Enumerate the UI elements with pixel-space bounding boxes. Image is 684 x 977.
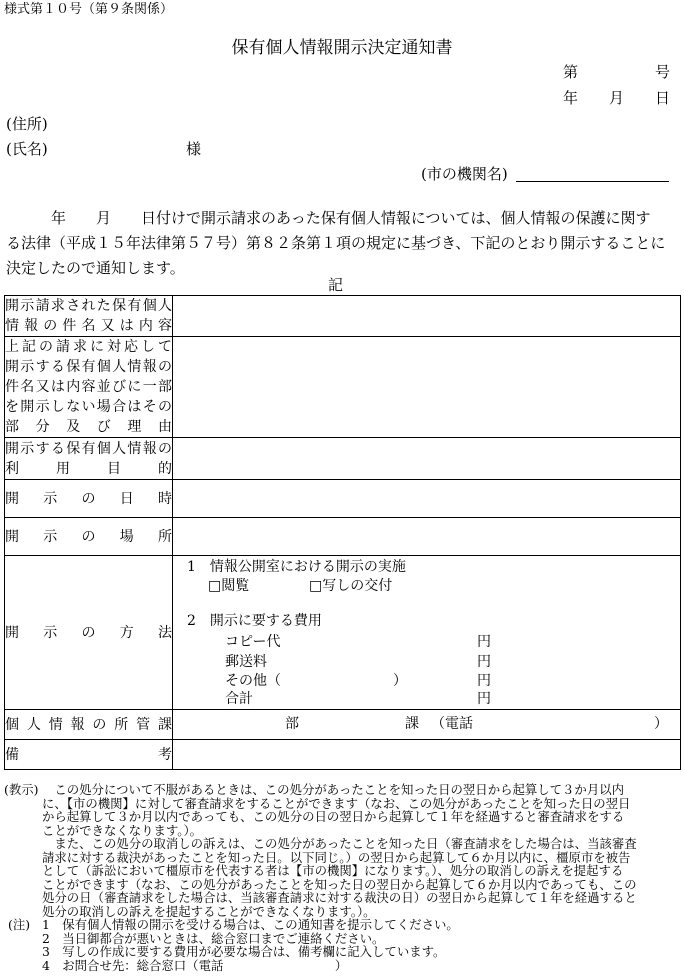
checkbox-viewing[interactable]: □閲覧 [208, 578, 250, 594]
purpose-field[interactable] [173, 438, 681, 480]
cost-other-unit: 円 [477, 673, 491, 689]
number-go: 号 [655, 63, 671, 81]
row-label-datetime: 開示の日時 [5, 490, 172, 507]
method-cell [173, 556, 681, 710]
cost-copy-unit: 円 [477, 634, 491, 650]
checkbox-copy[interactable]: □写しの交付 [309, 578, 393, 594]
row-label-place: 開示の場所 [5, 528, 172, 545]
row-label-requested-info: 開示請求された保有個人 情報の件名又は内容 [5, 296, 173, 337]
department-bu: 部 [285, 716, 299, 732]
kyoji-line-4: ことができなくなります。）。 [42, 822, 203, 838]
sama-label: 様 [186, 140, 202, 158]
method-item-2: 2 開示に要する費用 [187, 613, 322, 629]
date-day: 日 [655, 89, 671, 107]
datetime-field[interactable] [173, 480, 681, 518]
cost-copy-label: コピー代 [225, 634, 281, 650]
kyoji-line-6: 請求に対する裁決があったことを知った日。以下同じ。）の翌日から起算して６か月以内に、橿原市を被告 [42, 849, 631, 865]
row-label-disclosed-info: 上記の請求に対応して 開示する保有個人情報の 件名又は内容並びに一部 を開示しない場合はその 部分及び理由 [5, 337, 173, 438]
table-row [5, 438, 681, 480]
department-cell[interactable] [173, 710, 681, 740]
table-row [5, 296, 681, 337]
table-row [5, 710, 681, 740]
disclosure-table [4, 295, 681, 770]
chu-item-4: 4 お問合せ先：総合窓口（電話 ） [42, 957, 348, 973]
table-row [5, 518, 681, 556]
method-item-1: 1 情報公開室における開示の実施 [187, 559, 406, 575]
place-field[interactable] [173, 518, 681, 556]
cost-total-label: 合計 [225, 691, 253, 707]
row-label-department: 個人情報の所管課 [5, 716, 172, 733]
chu-item-3: 3 写しの作成に要する費用が必要な場合は、備考欄に記入しています。 [42, 944, 446, 959]
disclosed-info-field[interactable] [173, 337, 681, 438]
kyoji-line-5: また、この処分の取消しの訴えは、この処分があったことを知った日（審査請求をした場合は、当該審査 [42, 836, 637, 851]
cost-total-unit: 円 [477, 691, 491, 707]
kyoji-line-1: この処分について不服があるときは、この処分があったことを知った日の翌日から起算して３か月以内 [42, 782, 624, 797]
chu-label: (注) [8, 917, 31, 932]
chu-item-2: 2 当日御都合が悪いときは、総合窓口までご連絡ください。 [42, 930, 385, 946]
agency-label: (市の機関名) [421, 165, 508, 183]
kyoji-line-2: に、【市の機関】に対して審査請求をすることができます（なお、この処分があったことを知った日の翌日 [42, 795, 631, 811]
body-line-3: 決定したので通知します。 [6, 259, 185, 277]
number-dai: 第 [563, 63, 579, 81]
kyoji-line-10: 処分の取消しの訴えを提起することができなくなります。）。 [42, 903, 376, 919]
row-label-purpose: 開示する保有個人情報の 利用目的 [5, 438, 173, 480]
date-year: 年 [563, 89, 579, 107]
cost-postage-unit: 円 [477, 654, 491, 670]
kyoji-label: (教示) [4, 782, 39, 797]
ki-heading: 記 [328, 276, 344, 294]
row-label-remarks: 備考 [5, 746, 172, 763]
date-month: 月 [609, 89, 625, 107]
body-line-2: る法律（平成１５年法律第５７号）第８２条第１項の規定に基づき、下記のとおり開示することに [6, 234, 666, 252]
kyoji-line-9: 処分の日（審査請求をした場合は、当該審査請求に対する裁決の日）の翌日から起算して１年を経過すると [42, 890, 637, 905]
chu-item-1: 1 保有個人情報の開示を受ける場合は、この通知書を提示してください。 [42, 917, 459, 932]
row-label-method: 開示の方法 [5, 624, 172, 641]
agency-underline [516, 181, 669, 182]
body-line-1: 年 月 日付けで開示請求のあった保有個人情報については、個人情報の保護に関す [6, 209, 651, 227]
name-label: (氏名) [6, 140, 48, 158]
kyoji-line-7: として（訴訟において橿原市を代表する者は【市の機関】になります。）、処分の取消しの訴えを提起する [42, 863, 624, 878]
cost-other-label: その他（ ） [225, 673, 407, 689]
kyoji-line-3: から起算して３か月以内であっても、この処分の日の翌日から起算して１年を経過すると審査請求をする [42, 809, 625, 824]
address-label: (住所) [6, 115, 48, 133]
table-row [5, 337, 681, 438]
table-row [5, 480, 681, 518]
cost-postage-label: 郵送料 [225, 654, 267, 670]
department-tel-close: ） [654, 716, 668, 732]
form-number: 様式第１０号（第９条関係） [4, 2, 174, 17]
table-row [5, 556, 681, 710]
table-row [5, 740, 681, 770]
department-tel: （電話 [431, 716, 473, 732]
kyoji-line-8: ことができます（なお、この処分があったことを知った日の翌日から起算して６か月以内であっても、この [42, 876, 637, 892]
department-ka: 課 [405, 716, 419, 732]
requested-info-field[interactable] [173, 296, 681, 337]
page-title: 保有個人情報開示決定通知書 [231, 38, 453, 58]
remarks-field[interactable] [173, 740, 681, 770]
